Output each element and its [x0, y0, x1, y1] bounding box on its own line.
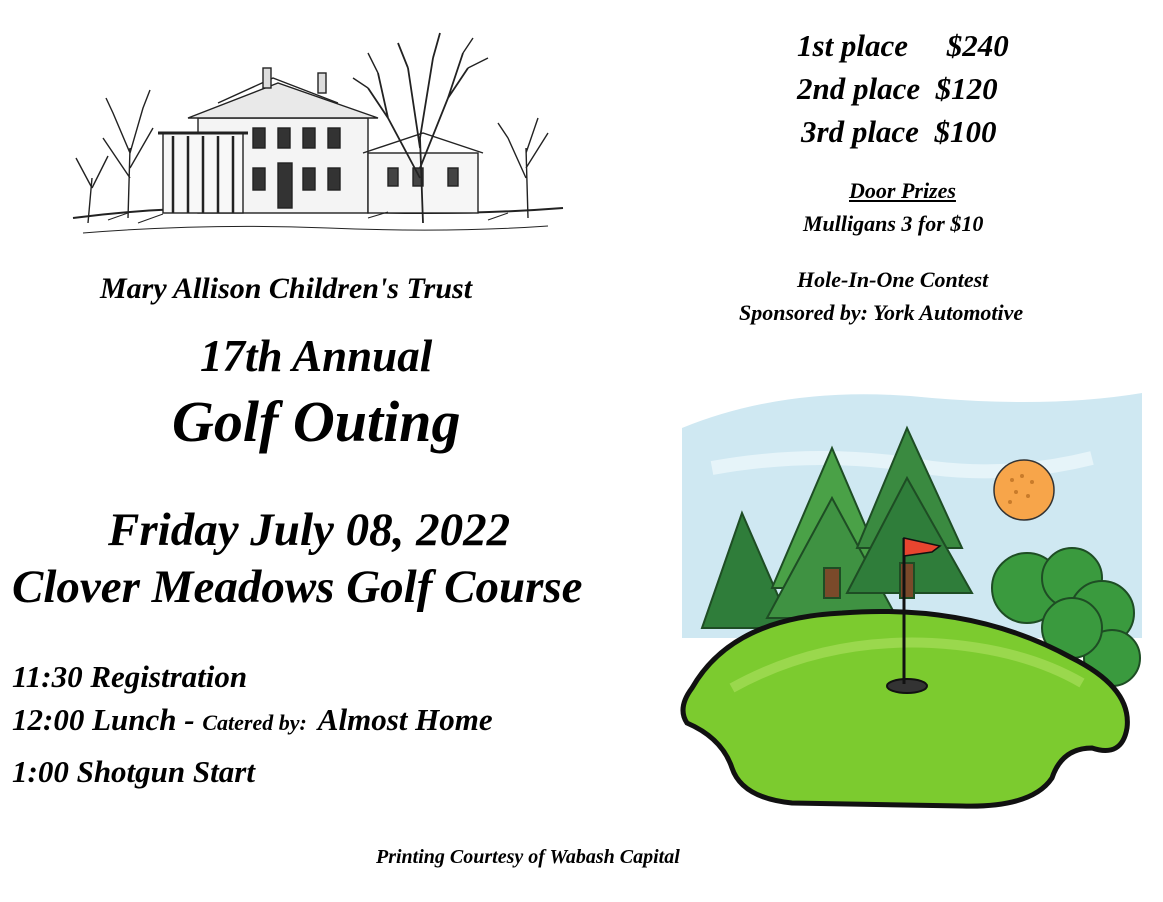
third-place-prize: 3rd place $100	[801, 114, 997, 149]
golf-course-illustration	[672, 388, 1142, 816]
door-prizes-heading: Door Prizes	[849, 178, 956, 203]
hole-in-one-sponsor: Sponsored by: York Automotive	[739, 300, 1024, 325]
caterer-name: Almost Home	[317, 702, 493, 737]
schedule-registration: 11:30 Registration	[12, 659, 248, 694]
organization-name: Mary Allison Children's Trust	[100, 272, 473, 305]
golf-hole	[887, 679, 927, 693]
printing-credit: Printing Courtesy of Wabash Capital	[376, 846, 680, 868]
hole-in-one-contest: Hole-In-One Contest	[797, 267, 989, 292]
mulligans-text: Mulligans 3 for $10	[803, 211, 984, 236]
schedule-lunch	[12, 702, 493, 738]
house-sketch-illustration	[68, 28, 568, 258]
caterer-label: Catered by:	[202, 710, 318, 735]
sun-golf-ball-icon	[994, 460, 1054, 520]
lunch-label: 12:00 Lunch -	[12, 702, 203, 737]
event-title: Golf Outing	[172, 389, 461, 454]
schedule-shotgun-start: 1:00 Shotgun Start	[12, 754, 255, 789]
first-place-prize: 1st place $240	[797, 28, 1009, 63]
second-place-prize: 2nd place $120	[797, 71, 998, 106]
event-date: Friday July 08, 2022	[108, 504, 511, 556]
annual-label: 17th Annual	[200, 331, 433, 381]
event-venue: Clover Meadows Golf Course	[12, 561, 583, 613]
